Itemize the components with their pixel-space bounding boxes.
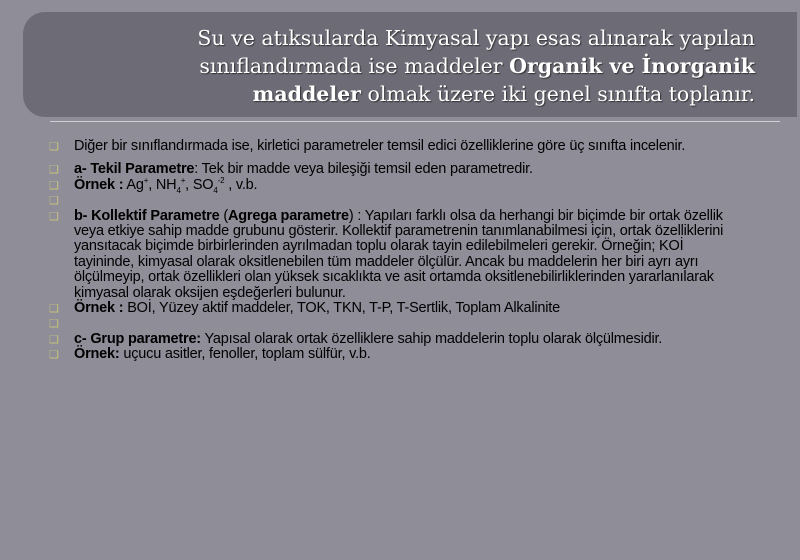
title-line-3: olmak üzere iki genel sınıfta toplanır. xyxy=(360,82,755,106)
list-item xyxy=(46,332,736,347)
bullet-icon: ❑ xyxy=(49,333,59,346)
item-text: BOİ, Yüzey aktif maddeler, TOK, TKN, T-P, T-Sertlik, Toplam Alkalinite xyxy=(123,300,560,317)
title-line-1: Su ve atıksularda Kimyasal yapı esas alınarak yapılan xyxy=(197,26,755,50)
item-text: : Tek bir madde veya bileşiği temsil eden parametredir. xyxy=(194,161,533,178)
item-text: ) : Yapıları farklı olsa da herhangi bir biçimde bir ortak özellik veya etkiye sahip madde grubunu gösterir. Kollektif parametrenin tanımlanabilmesi için, ortak özelliklerini yansıtacak biçimde birbirlerinden ayrılmadan toplu olarak tayin edilebilmeleri gerekir. Örneğin; KOİ tayininde, kimyasal olarak oksitlenebilen tüm maddeler ölçülür. Ancak bu maddelerin her biri ayrı ayrı ölçülmeyip, ortak özellikleri olan yüksek sıcaklıkta ve asit ortamda oksitlenebilirliklerinden yararlanılarak kimyasal olarak oksijen eşdeğerleri bulunur. xyxy=(74,207,724,301)
example-ag-charge: + xyxy=(143,175,149,185)
list-item xyxy=(46,175,736,195)
example-nh-sub: 4 xyxy=(176,185,181,195)
bullet-icon: ❑ xyxy=(49,318,59,331)
empty-list-item xyxy=(46,193,736,208)
item-bold: a- Tekil Parametre xyxy=(74,161,195,178)
example-so-sub: 4 xyxy=(213,185,218,195)
bullet-icon: ❑ xyxy=(49,164,59,177)
item-bold: Örnek: xyxy=(74,346,120,363)
example-nh-charge: + xyxy=(180,175,186,185)
bullet-icon: ❑ xyxy=(49,210,59,223)
title-divider xyxy=(50,121,780,122)
bullet-icon: ❑ xyxy=(49,179,59,192)
slide-title xyxy=(115,24,755,108)
bullet-icon: ❑ xyxy=(49,195,59,208)
example-so: , SO xyxy=(185,176,214,193)
item-bold: c- Grup parametre: xyxy=(74,330,201,347)
list-item xyxy=(46,162,736,177)
example-nh: , NH xyxy=(148,176,177,193)
example-so-charge: -2 xyxy=(217,175,225,185)
item-bold: b- Kollektif Parametre xyxy=(74,207,220,224)
list-item xyxy=(46,209,736,301)
title-bold-maddeler: maddeler xyxy=(252,82,361,106)
title-line-2: sınıflandırmada ise maddeler xyxy=(199,54,510,78)
item-bold-2: Agrega parametre xyxy=(227,207,349,224)
item-paren: ( xyxy=(219,207,228,224)
example-ag: Ag xyxy=(123,176,144,193)
list-item xyxy=(46,139,736,154)
example-end: , v.b. xyxy=(224,176,258,193)
item-bold: Örnek : xyxy=(74,300,124,317)
item-text: Yapısal olarak ortak özelliklere sahip maddelerin toplu olarak ölçülmesidir. xyxy=(200,330,663,347)
item-bold: Örnek : xyxy=(74,176,124,193)
bullet-icon: ❑ xyxy=(49,303,59,316)
item-text: uçucu asitler, fenoller, toplam sülfür, v.b. xyxy=(119,346,371,363)
title-bold-organic: Organik ve İnorganik xyxy=(509,54,755,78)
bullet-icon: ❑ xyxy=(49,141,59,153)
content-body xyxy=(46,139,736,363)
empty-list-item xyxy=(46,316,736,331)
list-item xyxy=(46,301,736,316)
bullet-icon: ❑ xyxy=(49,349,59,362)
list-item xyxy=(46,347,736,362)
item-text: Diğer bir sınıflandırmada ise, kirletici parametreler temsil edici özelliklerine göre üç sınıfta incelenir. xyxy=(74,138,686,154)
